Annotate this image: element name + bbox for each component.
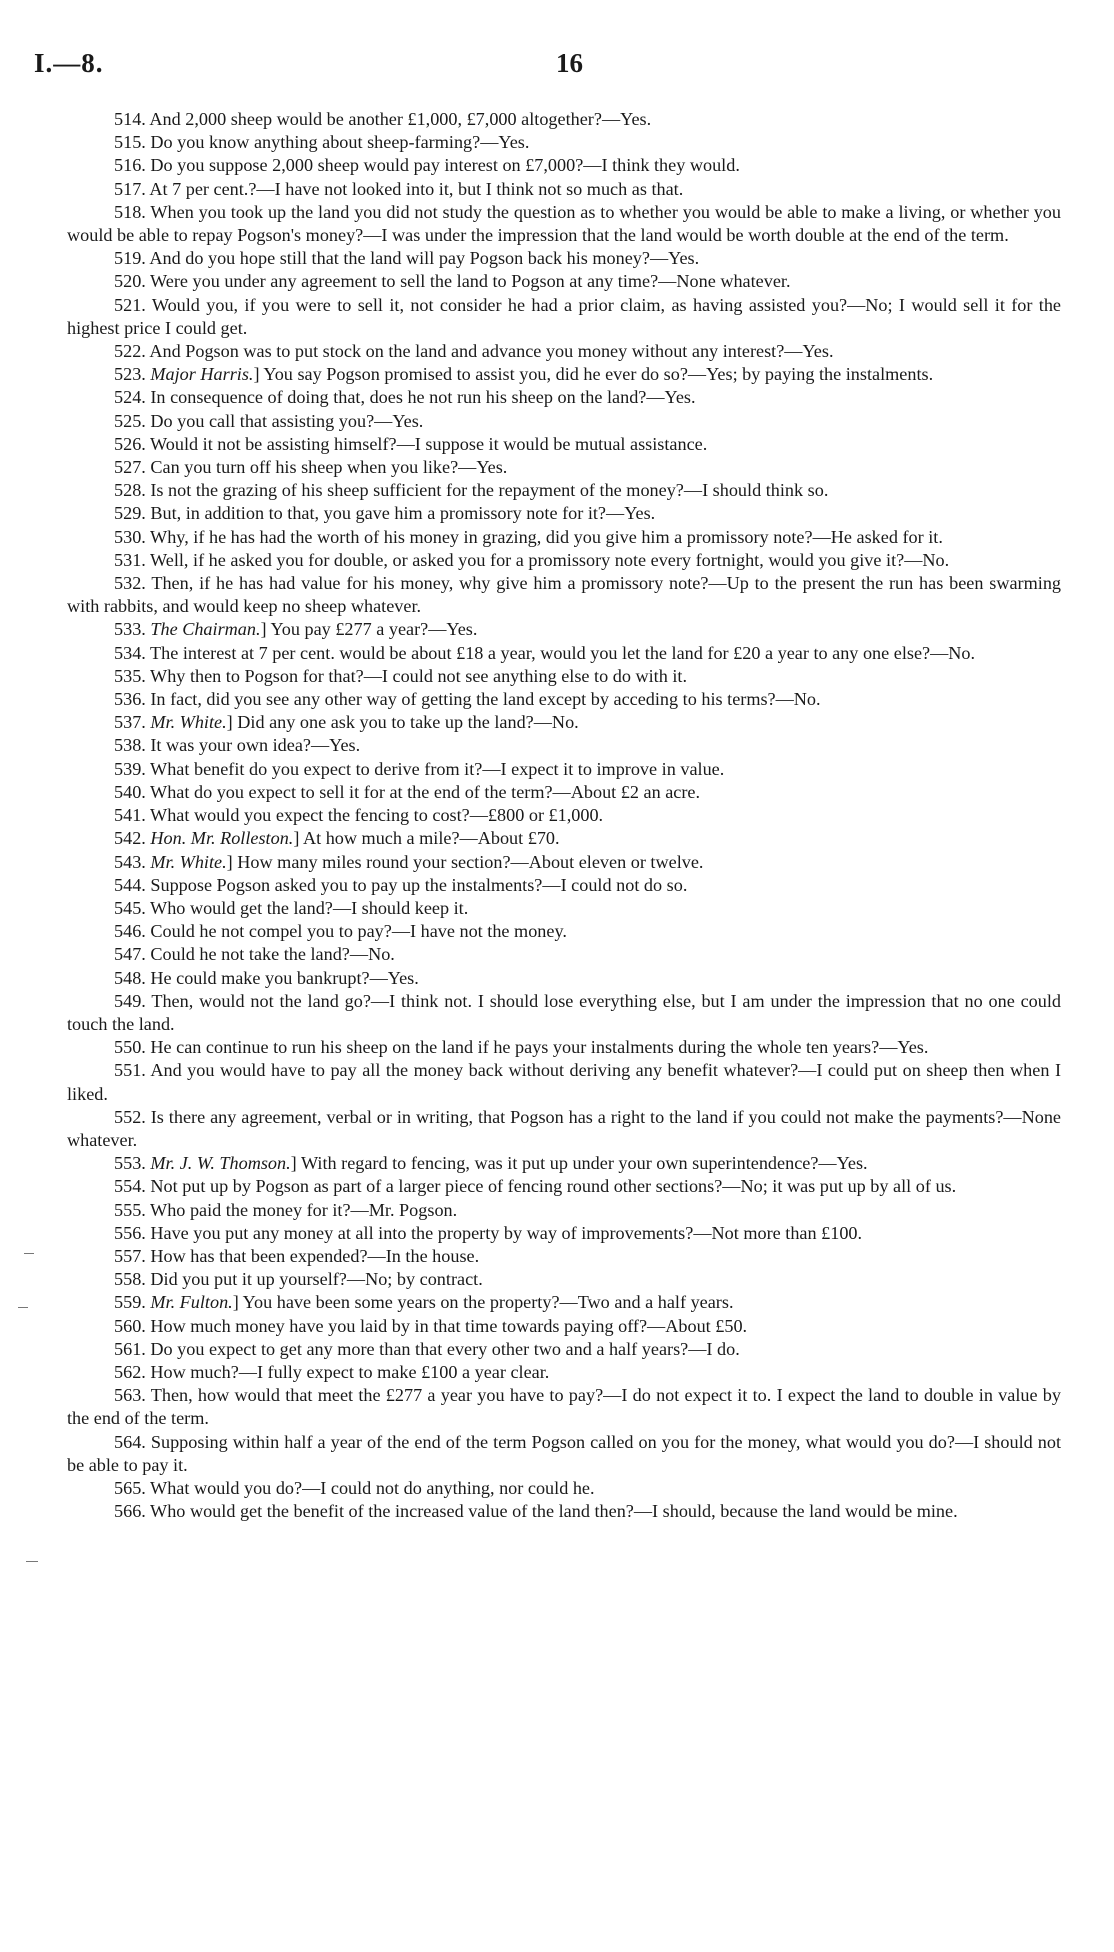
question-answer-paragraph [67,1036,1061,1059]
speaker-name: Mr. J. W. Thomson. ] [150,1153,301,1173]
question-answer-text: How many miles round your section?—About eleven or twelve. [237,851,704,872]
question-answer-text: How much money have you laid by in that time towards paying off?—About £50. [150,1315,748,1336]
question-answer-paragraph [67,618,1061,641]
page-number: 16 [556,48,583,78]
question-answer-paragraph [67,1268,1061,1291]
speaker-name: Major Harris. ] [150,364,263,384]
question-answer-paragraph [67,943,1061,966]
question-answer-paragraph [67,1222,1061,1245]
question-number: 558 . [114,1269,150,1289]
question-answer-text: Suppose Pogson asked you to pay up the instalments?—I could not do so. [150,874,688,895]
question-answer-text: Is there any agreement, verbal or in writing, that Pogson has a right to the land if you could not make the payments?—None whatever. [67,1106,1061,1150]
question-answer-paragraph [67,642,1061,665]
question-answer-text: Can you turn off his sheep when you like?—Yes. [150,457,508,478]
question-answer-text: Well, if he asked you for double, or asked you for a promissory note every fortnight, would you give it?—No. [150,549,950,570]
question-number: 515 . [114,132,150,152]
question-answer-paragraph [67,456,1061,479]
question-number: 537 . [114,712,150,732]
question-answer-text: Who would get the benefit of the increased value of the land then?—I should, because the land would be mine. [150,1501,958,1522]
question-number: 538 . [114,735,150,755]
question-answer-paragraph [67,572,1061,618]
question-answer-paragraph [67,804,1061,827]
question-number: 564 . [114,1432,151,1452]
question-answer-paragraph [67,479,1061,502]
question-number: 543 . [114,852,150,872]
question-answer-paragraph [67,108,1061,131]
question-answer-paragraph [67,1500,1061,1523]
question-answer-paragraph [67,734,1061,757]
page-header [34,48,1084,88]
question-number: 518 . [114,202,150,222]
question-number: 534 . [114,643,150,663]
question-answer-text: And 2,000 sheep would be another £1,000, £7,000 altogether?—Yes. [149,109,652,129]
question-number: 565 . [114,1478,150,1498]
question-answer-text: Did you put it up yourself?—No; by contract. [150,1269,483,1290]
question-number: 524 . [114,387,150,407]
question-answer-paragraph [67,201,1061,247]
question-answer-paragraph [67,433,1061,456]
question-answer-text: It was your own idea?—Yes. [150,735,361,756]
question-number: 519 . [114,248,149,268]
question-answer-paragraph [67,131,1061,154]
question-answer-text: Would you, if you were to sell it, not consider he had a prior claim, as having assisted you?—No; I would sell it for the highest price I could get. [67,294,1062,338]
question-number: 559 . [114,1292,150,1312]
question-answer-paragraph [67,410,1061,433]
question-answer-text: What benefit do you expect to derive from it?—I expect it to improve in value. [150,758,725,779]
question-answer-text: He could make you bankrupt?—Yes. [150,967,419,988]
question-number: 561 . [114,1339,150,1359]
question-answer-paragraph [67,270,1061,293]
question-number: 550 . [114,1037,150,1057]
question-answer-paragraph [67,1245,1061,1268]
question-number: 536 . [114,689,150,709]
question-answer-paragraph [67,247,1061,270]
document-reference: I.—8. [34,48,104,78]
margin-mark [18,1307,28,1308]
question-answer-text: Supposing within half a year of the end of the term Pogson called on you for the money, what would you do?—I should not be able to pay it. [67,1431,1061,1475]
question-number: 517 . [114,179,149,199]
question-answer-paragraph [67,1291,1061,1314]
question-number: 547 . [114,944,150,964]
question-answer-paragraph [67,340,1061,363]
question-answer-paragraph [67,665,1061,688]
speaker-name: Mr. White. ] [150,852,237,872]
question-answer-text: Who would get the land?—I should keep it. [150,897,469,918]
question-number: 545 . [114,898,150,918]
question-answer-text: What do you expect to sell it for at the end of the term?—About £2 an acre. [150,781,701,802]
question-answer-text: Not put up by Pogson as part of a larger piece of fencing round other sections?—No; it was put up by all of us. [150,1176,957,1197]
question-answer-paragraph [67,920,1061,943]
question-answer-paragraph [67,897,1061,920]
question-answer-paragraph [67,1315,1061,1338]
question-answer-text: At 7 per cent.?—I have not looked into it, but I think not so much as that. [149,178,684,199]
question-number: 563 . [114,1385,151,1405]
question-answer-text: Could he not compel you to pay?—I have not the money. [150,921,567,942]
question-answer-paragraph [67,178,1061,201]
question-answer-paragraph [67,1361,1061,1384]
margin-mark [26,1561,38,1562]
question-answer-paragraph [67,967,1061,990]
question-number: 514 . [114,109,149,129]
question-answer-paragraph [67,154,1061,177]
question-answer-text: Then, if he has had value for his money, why give him a promissory note?—Up to the present the run has been swarming with rabbits, and would keep no sheep whatever. [67,573,1062,617]
question-answer-text: And you would have to pay all the money back without deriving any benefit whatever?—I could put on sheep then when I liked. [67,1060,1061,1104]
question-number: 529 . [114,503,150,523]
question-answer-paragraph [67,1338,1061,1361]
question-answer-text: Could he not take the land?—No. [150,944,395,965]
question-answer-paragraph [67,1175,1061,1198]
question-answer-paragraph [67,990,1061,1036]
question-answer-paragraph [67,874,1061,897]
speaker-name: Hon. Mr. Rolleston. ] [150,828,303,848]
question-number: 522 . [114,341,149,361]
question-number: 556 . [114,1223,150,1243]
question-number: 560 . [114,1316,150,1336]
question-number: 523 . [114,364,150,384]
question-number: 541 . [114,805,150,825]
speaker-name: The Chairman. ] [150,619,270,639]
question-answer-text: In consequence of doing that, does he not run his sheep on the land?—Yes. [150,387,696,408]
question-answer-text: Who paid the money for it?—Mr. Pogson. [150,1199,458,1220]
question-answer-paragraph [67,1431,1061,1477]
question-answer-text: Why then to Pogson for that?—I could not see anything else to do with it. [150,665,687,686]
question-answer-text: And do you hope still that the land will pay Pogson back his money?—Yes. [149,248,700,269]
margin-mark [24,1253,34,1254]
question-answer-text: Would it not be assisting himself?—I suppose it would be mutual assistance. [150,433,708,454]
question-number: 551 . [114,1060,150,1080]
question-answer-paragraph [67,1477,1061,1500]
question-answer-paragraph [67,386,1061,409]
question-answer-text: Do you expect to get any more than that every other two and a half years?—I do. [150,1338,740,1359]
question-number: 531 . [114,550,150,570]
question-number: 516 . [114,155,150,175]
question-answer-text: And Pogson was to put stock on the land and advance you money without any interest?—Yes. [149,341,834,362]
question-answer-text: Why, if he has had the worth of his money in grazing, did you give him a promissory note?—He asked for it. [150,526,943,547]
question-number: 549 . [114,991,151,1011]
question-number: 566 . [114,1501,150,1521]
question-number: 521 . [114,295,152,315]
question-number: 554 . [114,1176,150,1196]
question-answer-text: But, in addition to that, you gave him a promissory note for it?—Yes. [150,503,656,524]
question-answer-text: Then, would not the land go?—I think not. I should lose everything else, but I am under the impression that no one could touch the land. [67,990,1062,1034]
question-number: 553 . [114,1153,150,1173]
question-number: 528 . [114,480,150,500]
question-number: 527 . [114,457,150,477]
question-answer-text: You pay £277 a year?—Yes. [270,619,478,640]
question-answer-text: Then, how would that meet the £277 a year you have to pay?—I do not expect it to. I expect the land to double in value by the end of the term. [67,1385,1061,1429]
question-answer-paragraph [67,1199,1061,1222]
question-number: 557 . [114,1246,150,1266]
question-answer-text: At how much a mile?—About £70. [302,828,560,849]
question-number: 539 . [114,759,150,779]
question-answer-text: With regard to fencing, was it put up under your own superintendence?—Yes. [300,1153,868,1174]
question-answer-text: What would you expect the fencing to cost?—£800 or £1,000. [150,805,604,826]
question-answer-text: Have you put any money at all into the property by way of improvements?—Not more than £100. [150,1222,863,1243]
question-answer-text: Were you under any agreement to sell the land to Pogson at any time?—None whatever. [150,271,791,292]
question-answer-paragraph [67,1059,1061,1105]
question-answer-paragraph [67,1106,1061,1152]
question-answer-text: Is not the grazing of his sheep sufficient for the repayment of the money?—I should think so. [150,480,829,501]
question-answer-paragraph [67,1152,1061,1175]
question-answer-paragraph [67,526,1061,549]
question-number: 526 . [114,434,150,454]
question-answer-paragraph [67,711,1061,734]
question-answer-text: You say Pogson promised to assist you, did he ever do so?—Yes; by paying the instalments. [263,364,934,385]
question-number: 546 . [114,921,150,941]
question-answer-text: In fact, did you see any other way of getting the land except by acceding to his terms?—No. [150,689,821,710]
question-answer-text: Do you call that assisting you?—Yes. [150,410,424,431]
question-answer-text: You have been some years on the property?—Two and a half years. [242,1292,734,1313]
transcript-body [67,108,1061,1523]
question-answer-text: How much?—I fully expect to make £100 a year clear. [150,1361,550,1382]
question-answer-paragraph [67,294,1061,340]
question-answer-paragraph [67,549,1061,572]
question-number: 548 . [114,968,150,988]
question-number: 544 . [114,875,150,895]
question-answer-paragraph [67,1384,1061,1430]
question-answer-paragraph [67,851,1061,874]
speaker-name: Mr. White. ] [150,712,237,732]
question-answer-text: What would you do?—I could not do anything, nor could he. [150,1477,595,1498]
question-answer-text: Did any one ask you to take up the land?—No. [237,712,579,733]
question-answer-paragraph [67,781,1061,804]
question-answer-paragraph [67,502,1061,525]
question-answer-paragraph [67,758,1061,781]
question-number: 535 . [114,666,150,686]
question-answer-text: When you took up the land you did not study the question as to whether you would be able to make a living, or whether you would be able to repay Pogson's money?—I was under the impression that the land would be worth double at the end of the term. [67,201,1061,246]
question-number: 540 . [114,782,150,802]
question-answer-text: Do you know anything about sheep-farming?—Yes. [150,132,530,153]
question-number: 532 . [114,573,151,593]
speaker-name: Mr. Fulton. ] [150,1292,242,1312]
question-answer-paragraph [67,688,1061,711]
question-number: 542 . [114,828,150,848]
question-number: 533 . [114,619,150,639]
question-answer-paragraph [67,827,1061,850]
question-number: 552 . [114,1107,151,1127]
question-number: 525 . [114,411,150,431]
question-answer-text: The interest at 7 per cent. would be about £18 a year, would you let the land for £20 a year to any one else?—No. [150,642,976,663]
question-number: 562 . [114,1362,150,1382]
question-answer-text: He can continue to run his sheep on the land if he pays your instalments during the whole ten years?—Yes. [150,1037,929,1058]
question-answer-paragraph [67,363,1061,386]
question-number: 530 . [114,527,150,547]
question-answer-text: How has that been expended?—In the house. [150,1245,480,1266]
question-number: 520 . [114,271,150,291]
question-answer-text: Do you suppose 2,000 sheep would pay interest on £7,000?—I think they would. [150,155,740,176]
question-number: 555 . [114,1200,150,1220]
